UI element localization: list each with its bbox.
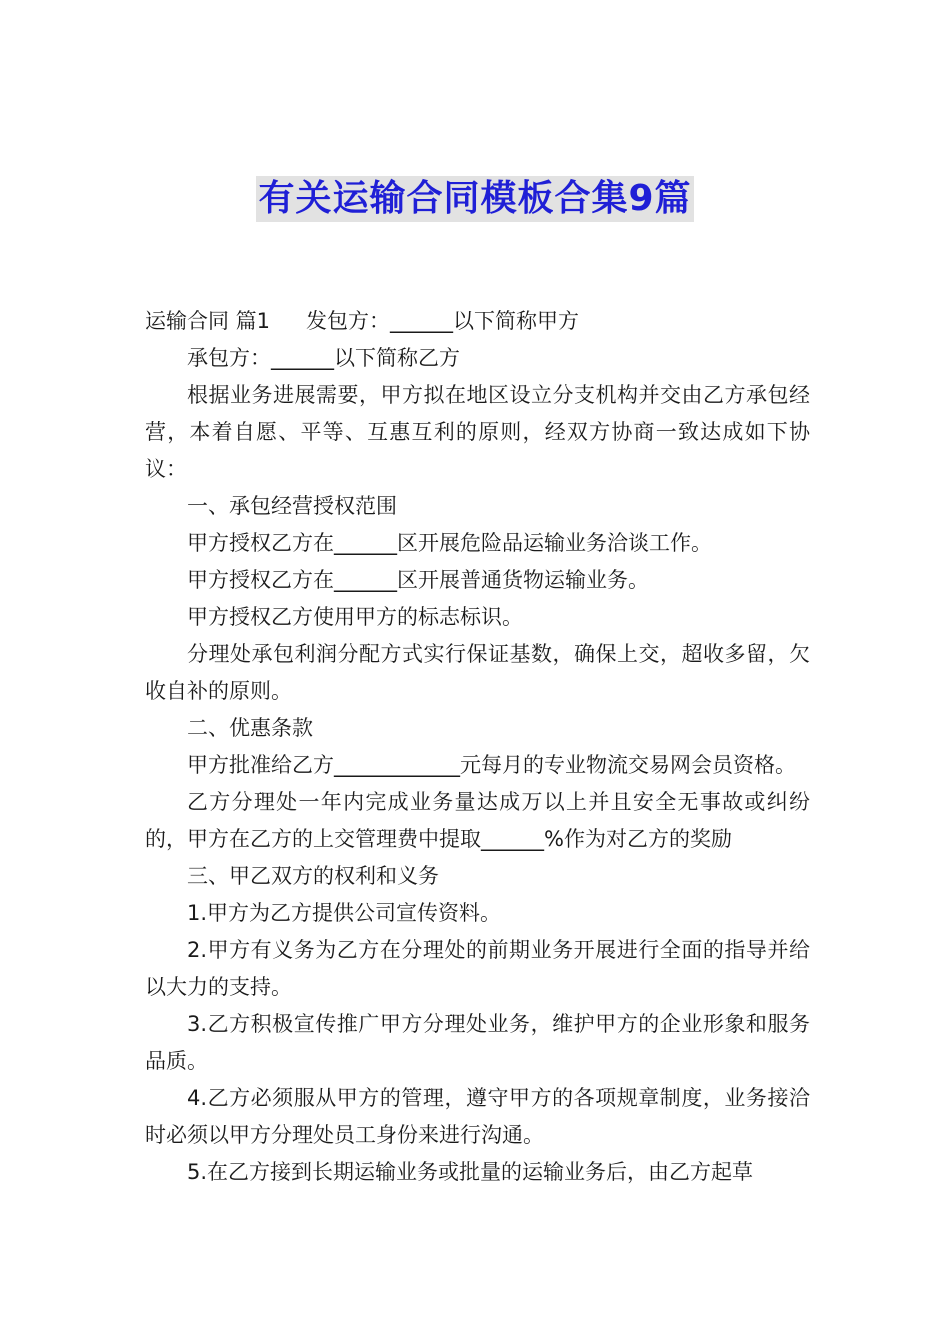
heading-label: 运输合同 篇1 xyxy=(145,309,271,333)
list-item: 4.乙方必须服从甲方的管理，遵守甲方的各项规章制度，业务接洽时必须以甲方分理处员工身份来进行沟通。 xyxy=(145,1086,810,1147)
paragraph: 承包方：______以下简称乙方 xyxy=(187,346,460,370)
paragraph: 甲方授权乙方在______区开展普通货物运输业务。 xyxy=(187,568,649,592)
list-item: 1.甲方为乙方提供公司宣传资料。 xyxy=(187,901,502,925)
section-heading: 一、承包经营授权范围 xyxy=(187,494,397,518)
first-line xyxy=(145,303,810,340)
section-heading: 三、甲乙双方的权利和义务 xyxy=(187,864,439,888)
document-body xyxy=(145,303,810,1191)
list-item: 3.乙方积极宣传推广甲方分理处业务，维护甲方的企业形象和服务品质。 xyxy=(145,1012,810,1073)
list-item: 5.在乙方接到长期运输业务或批量的运输业务后，由乙方起草 xyxy=(187,1160,754,1184)
section-heading: 二、优惠条款 xyxy=(187,716,313,740)
paragraph: 分理处承包利润分配方式实行保证基数，确保上交，超收多留，欠收自补的原则。 xyxy=(145,642,810,703)
document-title: 有关运输合同模板合集9篇 xyxy=(256,176,693,222)
paragraph: 根据业务进展需要，甲方拟在地区设立分支机构并交由乙方承包经营，本着自愿、平等、互惠互利的原则，经双方协商一致达成如下协议： xyxy=(145,383,810,481)
list-item: 2.甲方有义务为乙方在分理处的前期业务开展进行全面的指导并给以大力的支持。 xyxy=(145,938,810,999)
title-wrap xyxy=(0,176,950,222)
paragraph: 甲方批准给乙方____________元每月的专业物流交易网会员资格。 xyxy=(187,753,796,777)
paragraph: 甲方授权乙方使用甲方的标志标识。 xyxy=(187,605,523,629)
paragraph: 乙方分理处一年内完成业务量达成万以上并且安全无事故或纠纷的，甲方在乙方的上交管理费中提取______%作为对乙方的奖励 xyxy=(145,790,810,851)
first-line-text: 发包方：______以下简称甲方 xyxy=(306,309,580,333)
paragraph: 甲方授权乙方在______区开展危险品运输业务洽谈工作。 xyxy=(187,531,712,555)
